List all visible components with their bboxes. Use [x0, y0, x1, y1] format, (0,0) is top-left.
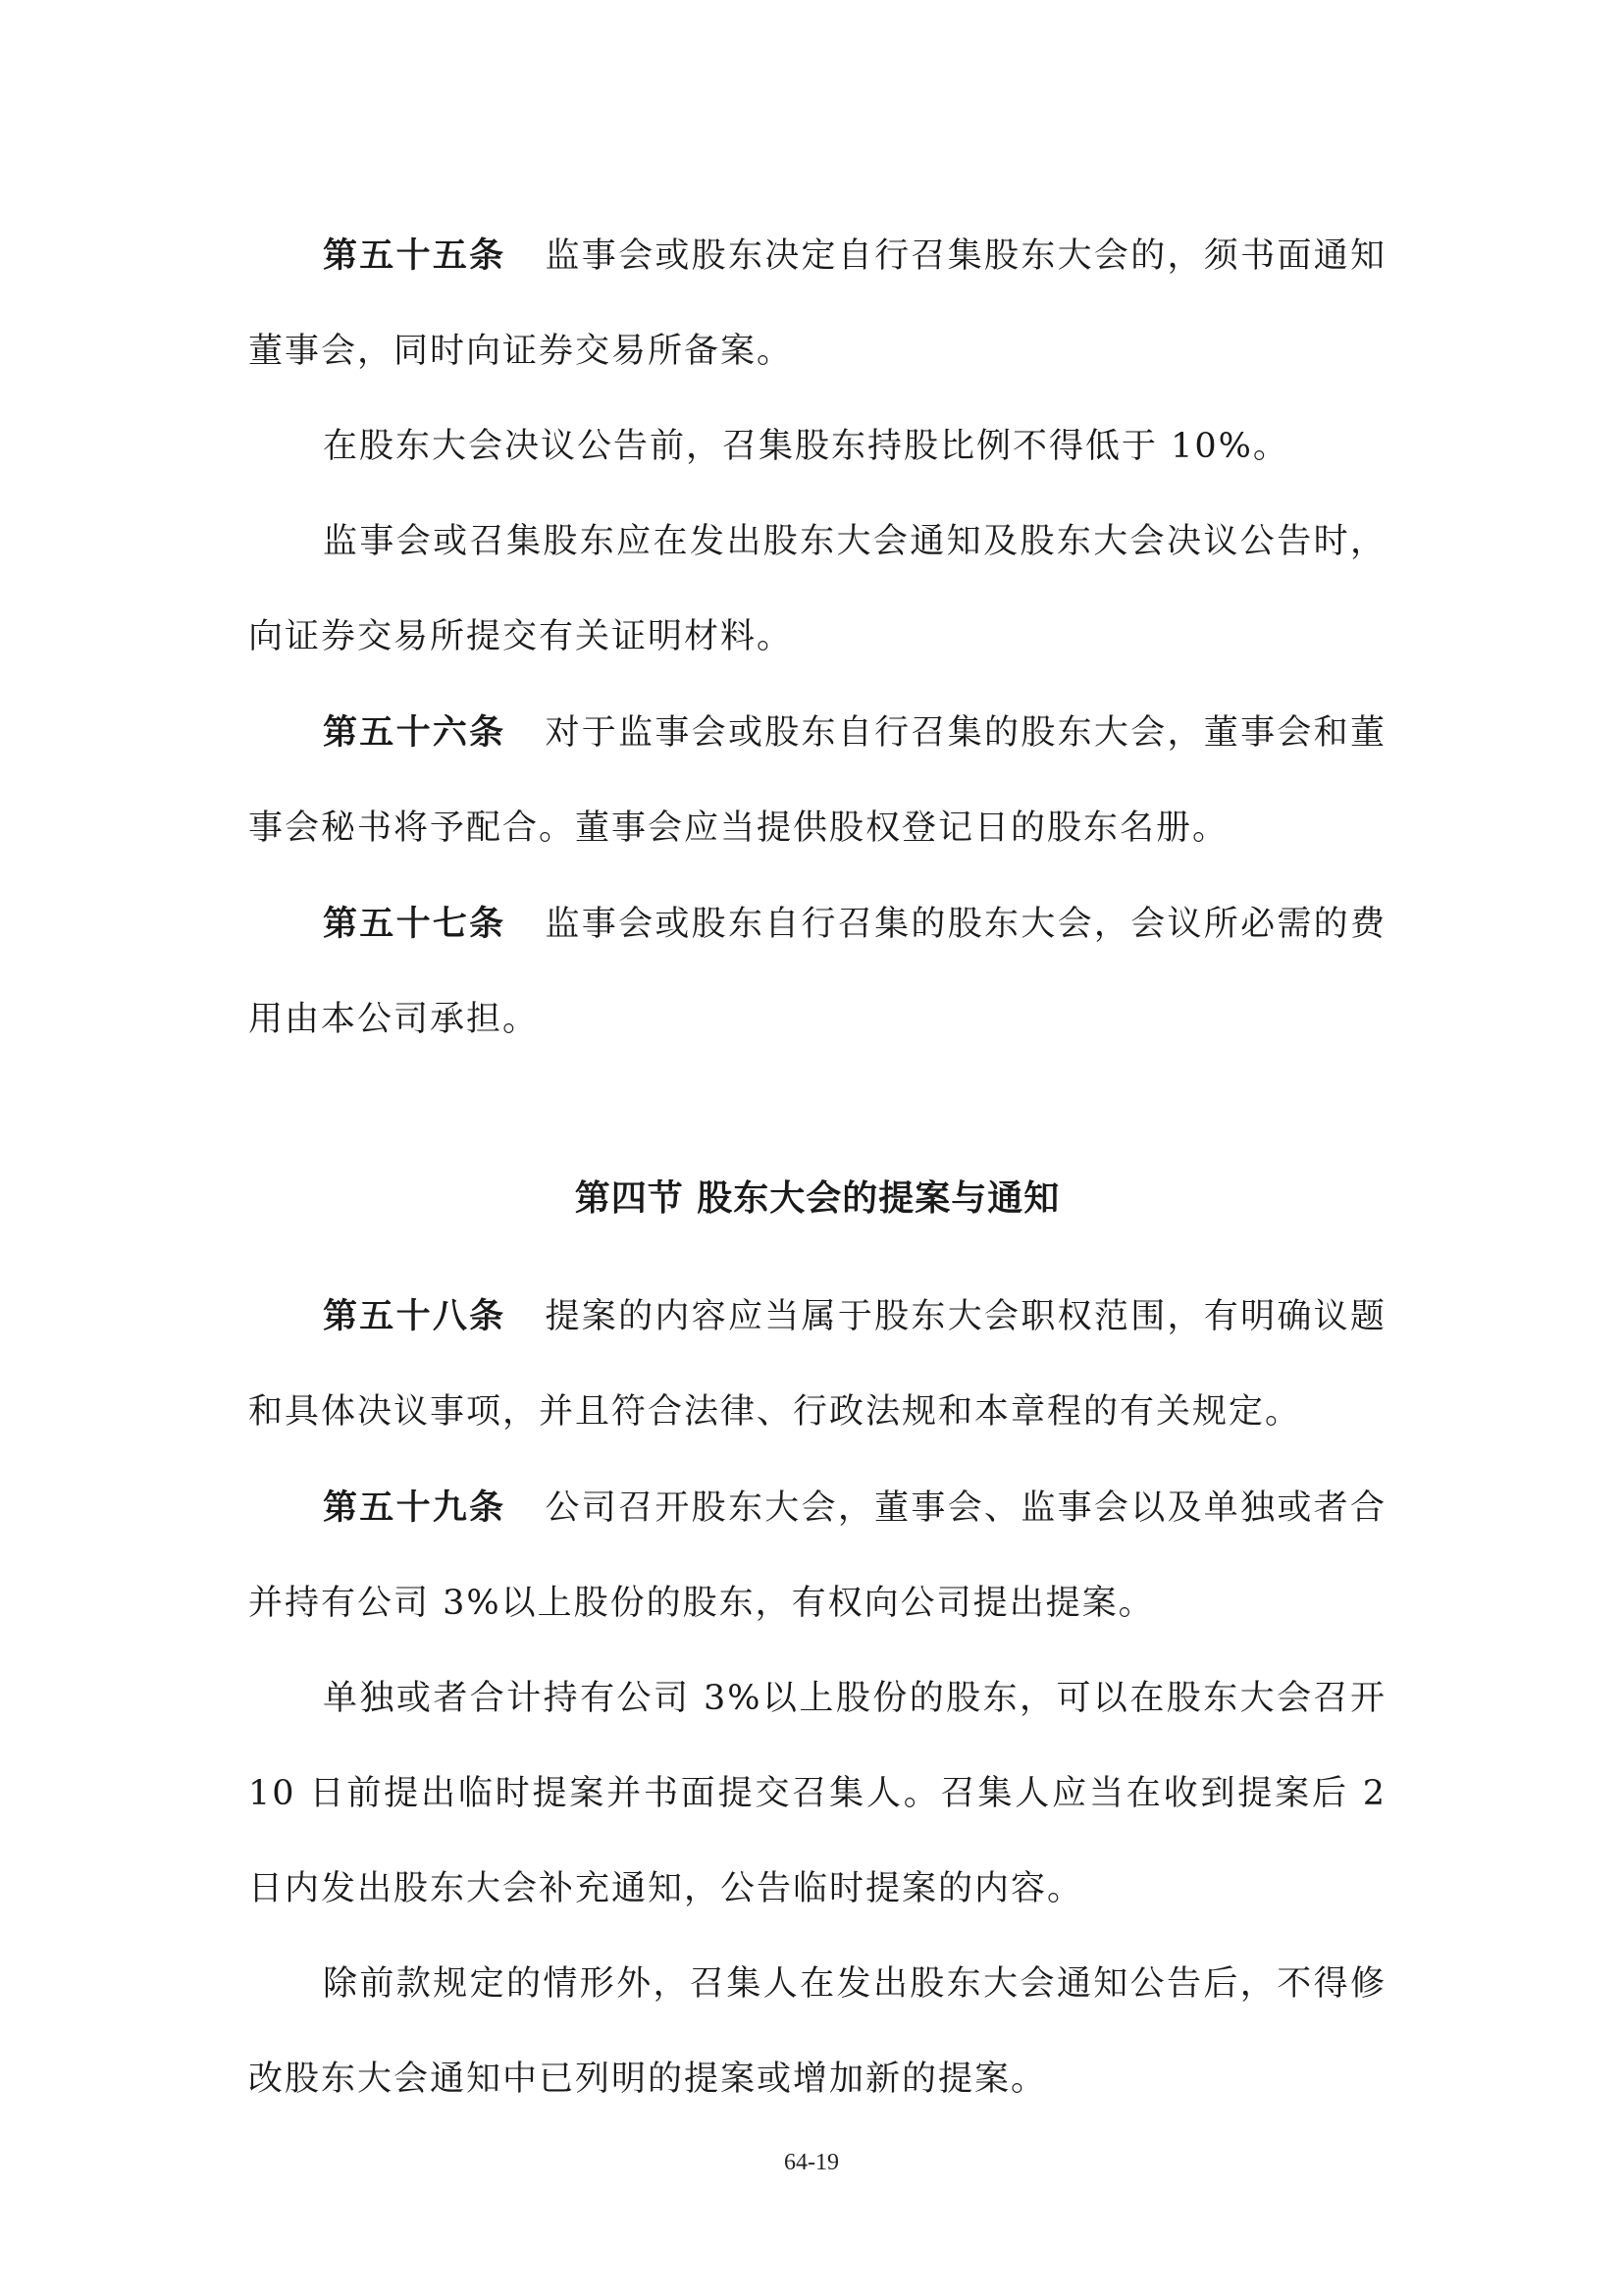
article-59 [248, 1460, 1387, 1651]
article-55 [248, 208, 1387, 399]
article-text: 提案的内容应当属于股东大会职权范围，有明确议题和具体决议事项，并且符合法律、行政法规和本章程的有关规定。 [248, 1297, 1387, 1432]
article-number: 第五十五条 [323, 235, 506, 276]
paragraph [248, 495, 1387, 685]
article-text: 监事会或股东决定自行召集股东大会的，须书面通知董事会，同时向证券交易所备案。 [248, 236, 1387, 371]
article-number: 第五十七条 [323, 904, 506, 944]
paragraph-text: 除前款规定的情形外，召集人在发出股东大会通知公告后，不得修改股东大会通知中已列明的提案或增加新的提案。 [248, 1964, 1387, 2099]
article-text: 对于监事会或股东自行召集的股东大会，董事会和董事会秘书将予配合。董事会应当提供股权登记日的股东名册。 [248, 713, 1387, 848]
article-text: 公司召开股东大会，董事会、监事会以及单独或者合并持有公司 3%以上股份的股东，有权向公司提出提案。 [248, 1488, 1387, 1623]
article-number: 第五十八条 [323, 1296, 506, 1336]
article-57 [248, 876, 1387, 1068]
section-heading: 第四节 股东大会的提案与通知 [574, 1177, 1061, 1219]
document-body [248, 208, 1387, 2127]
paragraph-text: 在股东大会决议公告前，召集股东持股比例不得低于 10%。 [323, 427, 1289, 466]
article-text: 监事会或股东自行召集的股东大会，会议所必需的费用由本公司承担。 [248, 905, 1387, 1039]
article-number: 第五十九条 [323, 1487, 506, 1528]
paragraph [248, 1651, 1387, 1937]
paragraph [248, 1937, 1387, 2127]
article-56 [248, 685, 1387, 876]
paragraph-text: 单独或者合计持有公司 3%以上股份的股东，可以在股东大会召开 10 日前提出临时提案并书面提交召集人。召集人应当在收到提案后 2 日内发出股东大会补充通知，公告临时提案的内容。 [248, 1679, 1387, 1908]
paragraph-text: 监事会或召集股东应在发出股东大会通知及股东大会决议公告时，向证券交易所提交有关证明材料。 [248, 522, 1387, 656]
paragraph [248, 399, 1387, 495]
page-number: 64-19 [784, 2150, 839, 2175]
article-number: 第五十六条 [323, 712, 506, 753]
article-58 [248, 1269, 1387, 1460]
